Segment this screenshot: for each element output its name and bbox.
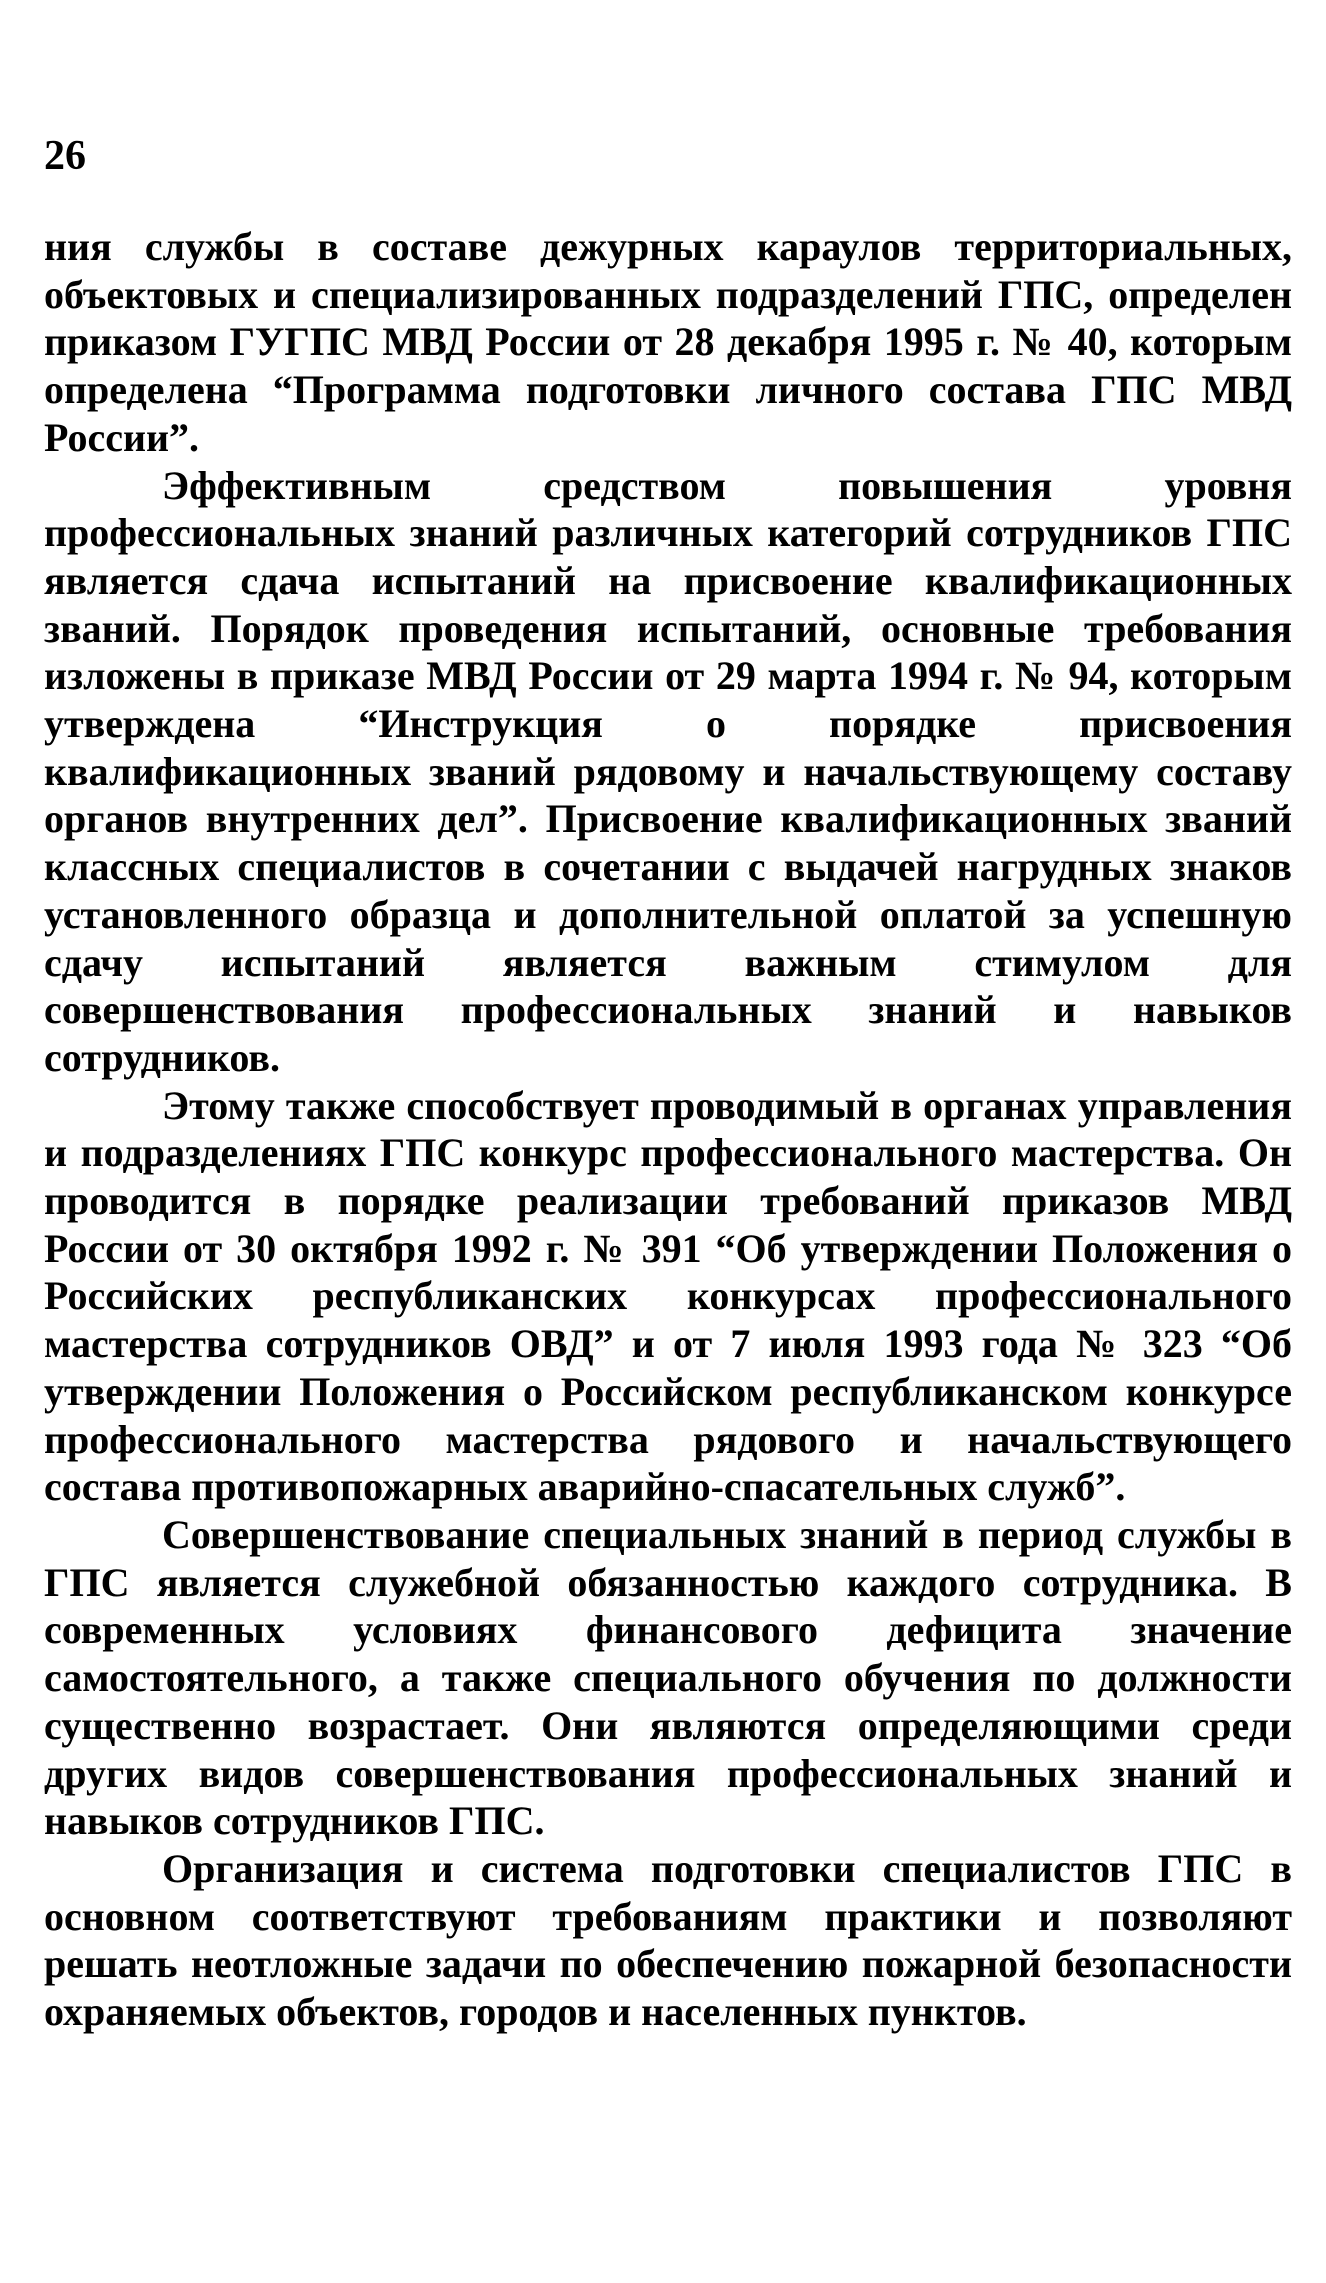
paragraph-competition: Этому также способствует проводимый в органах управления и подразделениях ГПС конкурс профессионального мастерства. Он проводится в порядке реализации требований приказов МВД России от 30 октября 1992 г. № 391 “Об утверждении Положения о Российских республиканских конкурсах профессионального мастерства сотрудников ОВД” и от 7 июля 1993 года № 323 “Об утверждении Положения о Российском республиканском конкурсе профессионального мастерства рядового и начальствующего состава противопожарных аварийно-спасательных служб”. bbox=[44, 1082, 1292, 1510]
page-body bbox=[44, 223, 1292, 2036]
paragraph-training-system: Организация и система подготовки специалистов ГПС в основном соответствуют требованиям практики и позволяют решать неотложные задачи по обеспечению пожарной безопасности охраняемых объектов, городов и населенных пунктов. bbox=[44, 1845, 1292, 2035]
paragraph-continuation: ния службы в составе дежурных караулов территориальных, объектовых и специализированных подразделений ГПС, определен приказом ГУГПС МВД России от 28 декабря 1995 г. № 40, которым определена “Программа подготовки личного состава ГПС МВД России”. bbox=[44, 224, 1292, 460]
paragraph-special-knowledge: Совершенствование специальных знаний в период службы в ГПС является служебной обязанностью каждого сотрудника. В современных условиях финансового дефицита значение самостоятельного, а также специального обучения по должности существенно возрастает. Они являются определяющими среди других видов совершенствования профессиональных знаний и навыков сотрудников ГПС. bbox=[44, 1511, 1292, 1844]
page-number: 26 bbox=[44, 133, 86, 179]
paragraph-qualification-ranks: Эффективным средством повышения уровня профессиональных знаний различных категорий сотрудников ГПС является сдача испытаний на присвоение квалификационных званий. Порядок проведения испытаний, основные требования изложены в приказе МВД России от 29 марта 1994 г. № 94, которым утверждена “Инструкция о порядке присвоения квалификационных званий рядовому и начальствующему составу органов внутренних дел”. Присвоение квалификационных званий классных специалистов в сочетании с выдачей нагрудных знаков установленного образца и дополнительной оплатой за успешную сдачу испытаний является важным стимулом для совершенствования профессиональных знаний и навыков сотрудников. bbox=[44, 462, 1292, 1080]
